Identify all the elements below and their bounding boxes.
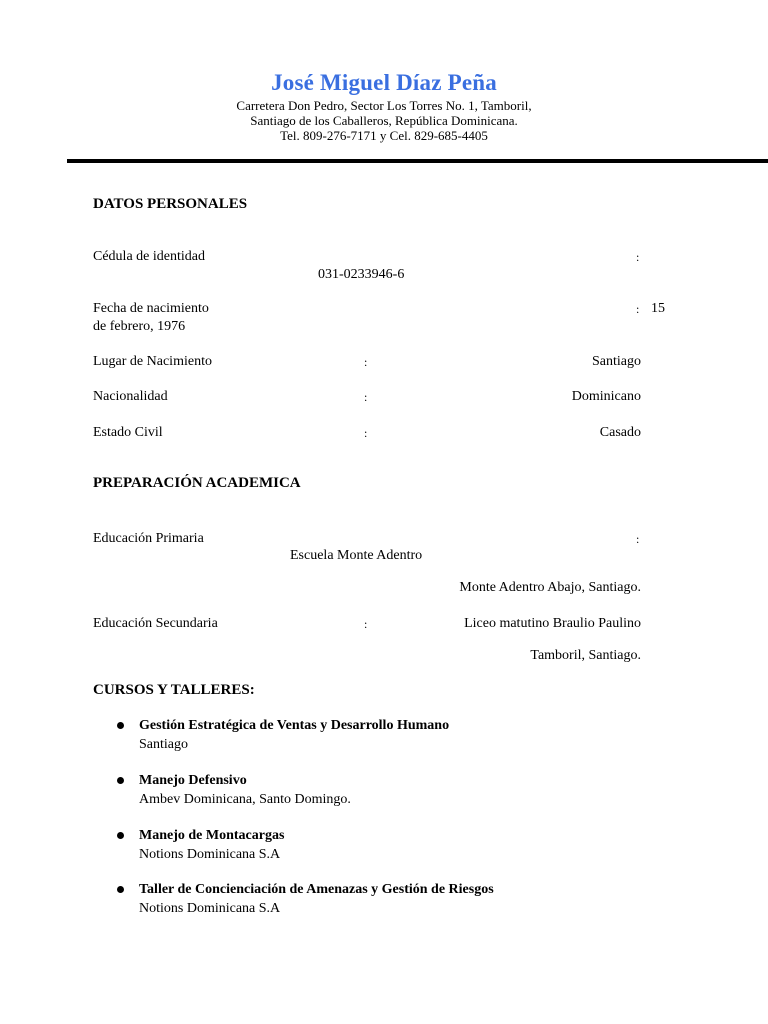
cedula-separator: : — [636, 250, 640, 264]
nacimiento-value-day: 15 — [651, 301, 665, 316]
section-heading-preparacion: PREPARACIÓN ACADEMICA — [93, 475, 301, 491]
course-title: Gestión Estratégica de Ventas y Desarrollo Humano — [139, 718, 450, 733]
address-line-2: Santiago de los Caballeros, República Dominicana. — [250, 113, 518, 128]
course-title: Taller de Concienciación de Amenazas y Gestión de Riesgos — [139, 882, 494, 897]
bullet-icon — [117, 886, 124, 893]
cedula-label: Cédula de identidad — [93, 249, 205, 264]
lugar-value: Santiago — [592, 354, 641, 369]
nacimiento-separator: : — [636, 302, 640, 316]
nacionalidad-value: Dominicano — [571, 389, 641, 404]
cedula-value: 031-0233946-6 — [318, 267, 405, 282]
secundaria-location: Tamboril, Santiago. — [530, 648, 641, 663]
estado-civil-separator: : — [364, 426, 368, 440]
primaria-location: Monte Adentro Abajo, Santiago. — [459, 580, 641, 595]
primaria-label: Educación Primaria — [93, 531, 204, 546]
lugar-label: Lugar de Nacimiento — [93, 354, 212, 369]
address-line-1: Carretera Don Pedro, Sector Los Torres No. 1, Tamboril, — [236, 98, 532, 113]
primaria-school: Escuela Monte Adentro — [290, 548, 423, 563]
course-place: Notions Dominicana S.A — [139, 901, 281, 916]
nacimiento-value-rest: de febrero, 1976 — [93, 319, 186, 334]
header-divider — [67, 159, 768, 163]
resume-name: José Miguel Díaz Peña — [271, 70, 497, 95]
bullet-icon — [117, 832, 124, 839]
estado-civil-value: Casado — [599, 425, 641, 440]
course-place: Notions Dominicana S.A — [139, 847, 281, 862]
secundaria-school: Liceo matutino Braulio Paulino — [464, 616, 641, 631]
secundaria-separator: : — [364, 617, 368, 631]
section-heading-datos-personales: DATOS PERSONALES — [93, 196, 248, 212]
nacionalidad-separator: : — [364, 390, 368, 404]
lugar-separator: : — [364, 355, 368, 369]
bullet-icon — [117, 777, 124, 784]
nacimiento-label: Fecha de nacimiento — [93, 301, 209, 316]
estado-civil-label: Estado Civil — [93, 425, 163, 440]
phone-line: Tel. 809-276-7171 y Cel. 829-685-4405 — [280, 128, 488, 143]
course-title: Manejo Defensivo — [139, 773, 247, 788]
nacionalidad-label: Nacionalidad — [93, 389, 168, 404]
bullet-icon — [117, 722, 124, 729]
course-title: Manejo de Montacargas — [139, 828, 285, 843]
course-place: Santiago — [139, 737, 188, 752]
primaria-separator: : — [636, 532, 640, 546]
secundaria-label: Educación Secundaria — [93, 616, 218, 631]
course-place: Ambev Dominicana, Santo Domingo. — [139, 792, 351, 807]
section-heading-cursos: CURSOS Y TALLERES: — [93, 682, 255, 698]
